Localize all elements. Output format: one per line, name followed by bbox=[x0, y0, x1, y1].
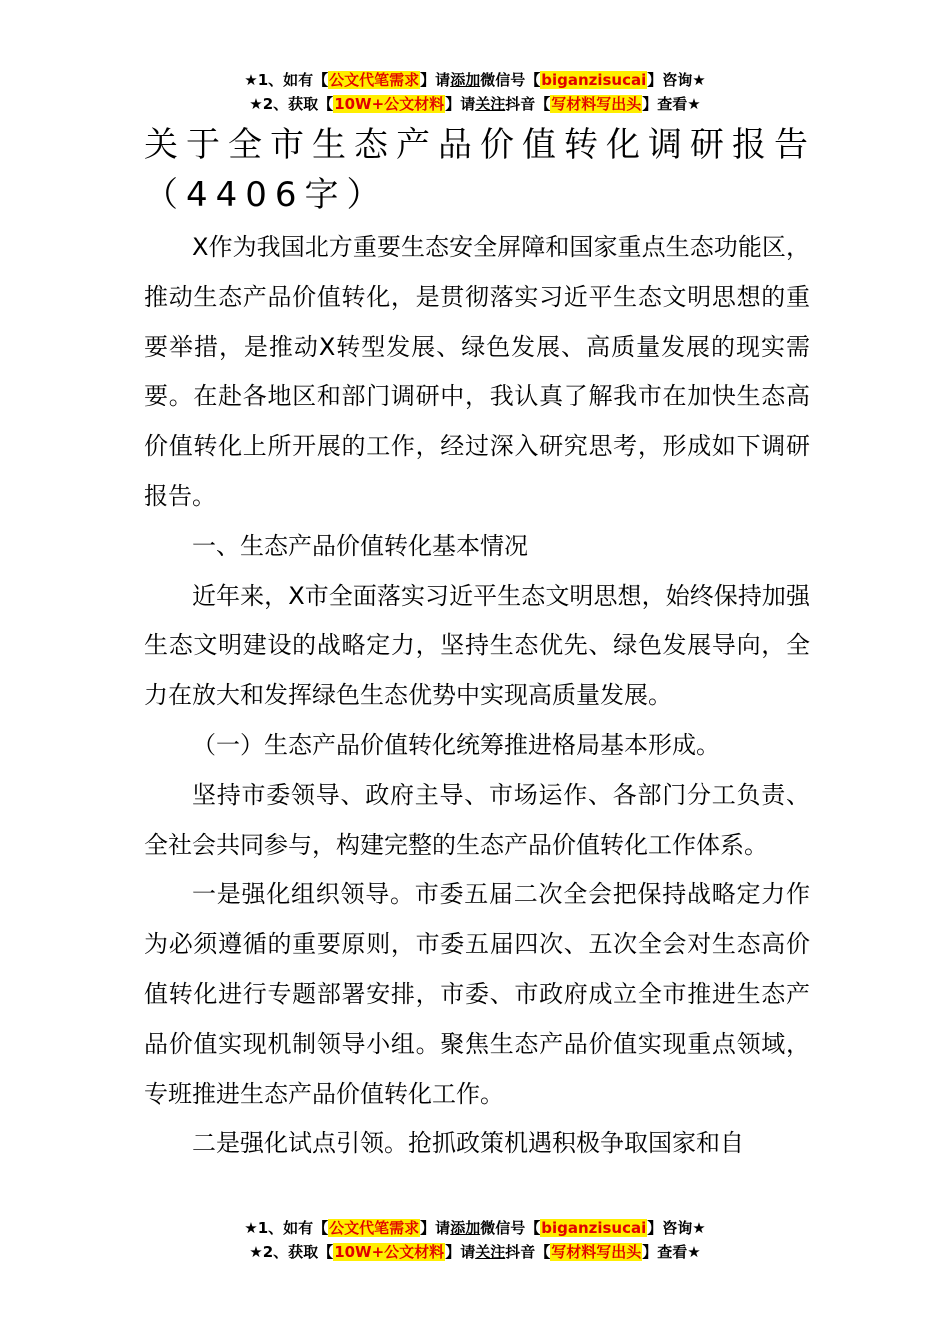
paragraph: 二是强化试点引领。抢抓政策机遇积极争取国家和自 bbox=[192, 1129, 744, 1158]
highlight-service: 公文代笔需求 bbox=[329, 71, 420, 89]
highlight-materials: 10W+公文材料 bbox=[334, 1243, 445, 1261]
banner-line-2: ★2、获取【10W+公文材料】请关注抖音【写材料写出头】查看★ bbox=[249, 95, 701, 113]
highlight-douyin-id: 写材料写出头 bbox=[551, 1243, 642, 1261]
footer-banner bbox=[0, 1216, 950, 1264]
subsection-heading-1: （一）生态产品价值转化统筹推进格局基本形成。 bbox=[192, 730, 720, 759]
banner-line-1: ★1、如有【公文代笔需求】请添加微信号【biganzisucai】咨询★ bbox=[244, 1219, 706, 1237]
paragraph-intro: X作为我国北方重要生态安全屏障和国家重点生态功能区，推动生态产品价值转化，是贯彻落实习近平生态文明思想的重要举措，是推动X转型发展、绿色发展、高质量发展的现实需要。在赴各地区和部门调研中，我认真了解我市在加快生态高价值转化上所开展的工作，经过深入研究思考，形成如下调研报告。 bbox=[144, 233, 810, 510]
document-page bbox=[144, 120, 816, 1169]
highlight-wechat-id: biganzisucai bbox=[541, 1219, 647, 1237]
paragraph: 近年来，X市全面落实习近平生态文明思想，始终保持加强生态文明建设的战略定力，坚持生态优先、绿色发展导向，全力在放大和发挥绿色生态优势中实现高质量发展。 bbox=[144, 581, 810, 710]
banner-line-1: ★1、如有【公文代笔需求】请添加微信号【biganzisucai】咨询★ bbox=[244, 71, 706, 89]
highlight-materials: 10W+公文材料 bbox=[334, 95, 445, 113]
highlight-douyin-id: 写材料写出头 bbox=[551, 95, 642, 113]
header-banner bbox=[0, 68, 950, 116]
section-heading-1: 一、生态产品价值转化基本情况 bbox=[192, 531, 528, 560]
paragraph: 一是强化组织领导。市委五届二次全会把保持战略定力作为必须遵循的重要原则，市委五届四次、五次全会对生态高价值转化进行专题部署安排，市委、市政府成立全市推进生态产品价值实现机制领导小组。聚焦生态产品价值实现重点领域，专班推进生态产品价值转化工作。 bbox=[144, 880, 810, 1108]
highlight-wechat-id: biganzisucai bbox=[541, 71, 647, 89]
document-body bbox=[144, 223, 810, 1169]
highlight-service: 公文代笔需求 bbox=[329, 1219, 420, 1237]
paragraph: 坚持市委领导、政府主导、市场运作、各部门分工负责、全社会共同参与，构建完整的生态产品价值转化工作体系。 bbox=[144, 780, 810, 859]
banner-line-2: ★2、获取【10W+公文材料】请关注抖音【写材料写出头】查看★ bbox=[249, 1243, 701, 1261]
document-title: 关于全市生态产品价值转化调研报告 （4406字） bbox=[144, 125, 816, 215]
